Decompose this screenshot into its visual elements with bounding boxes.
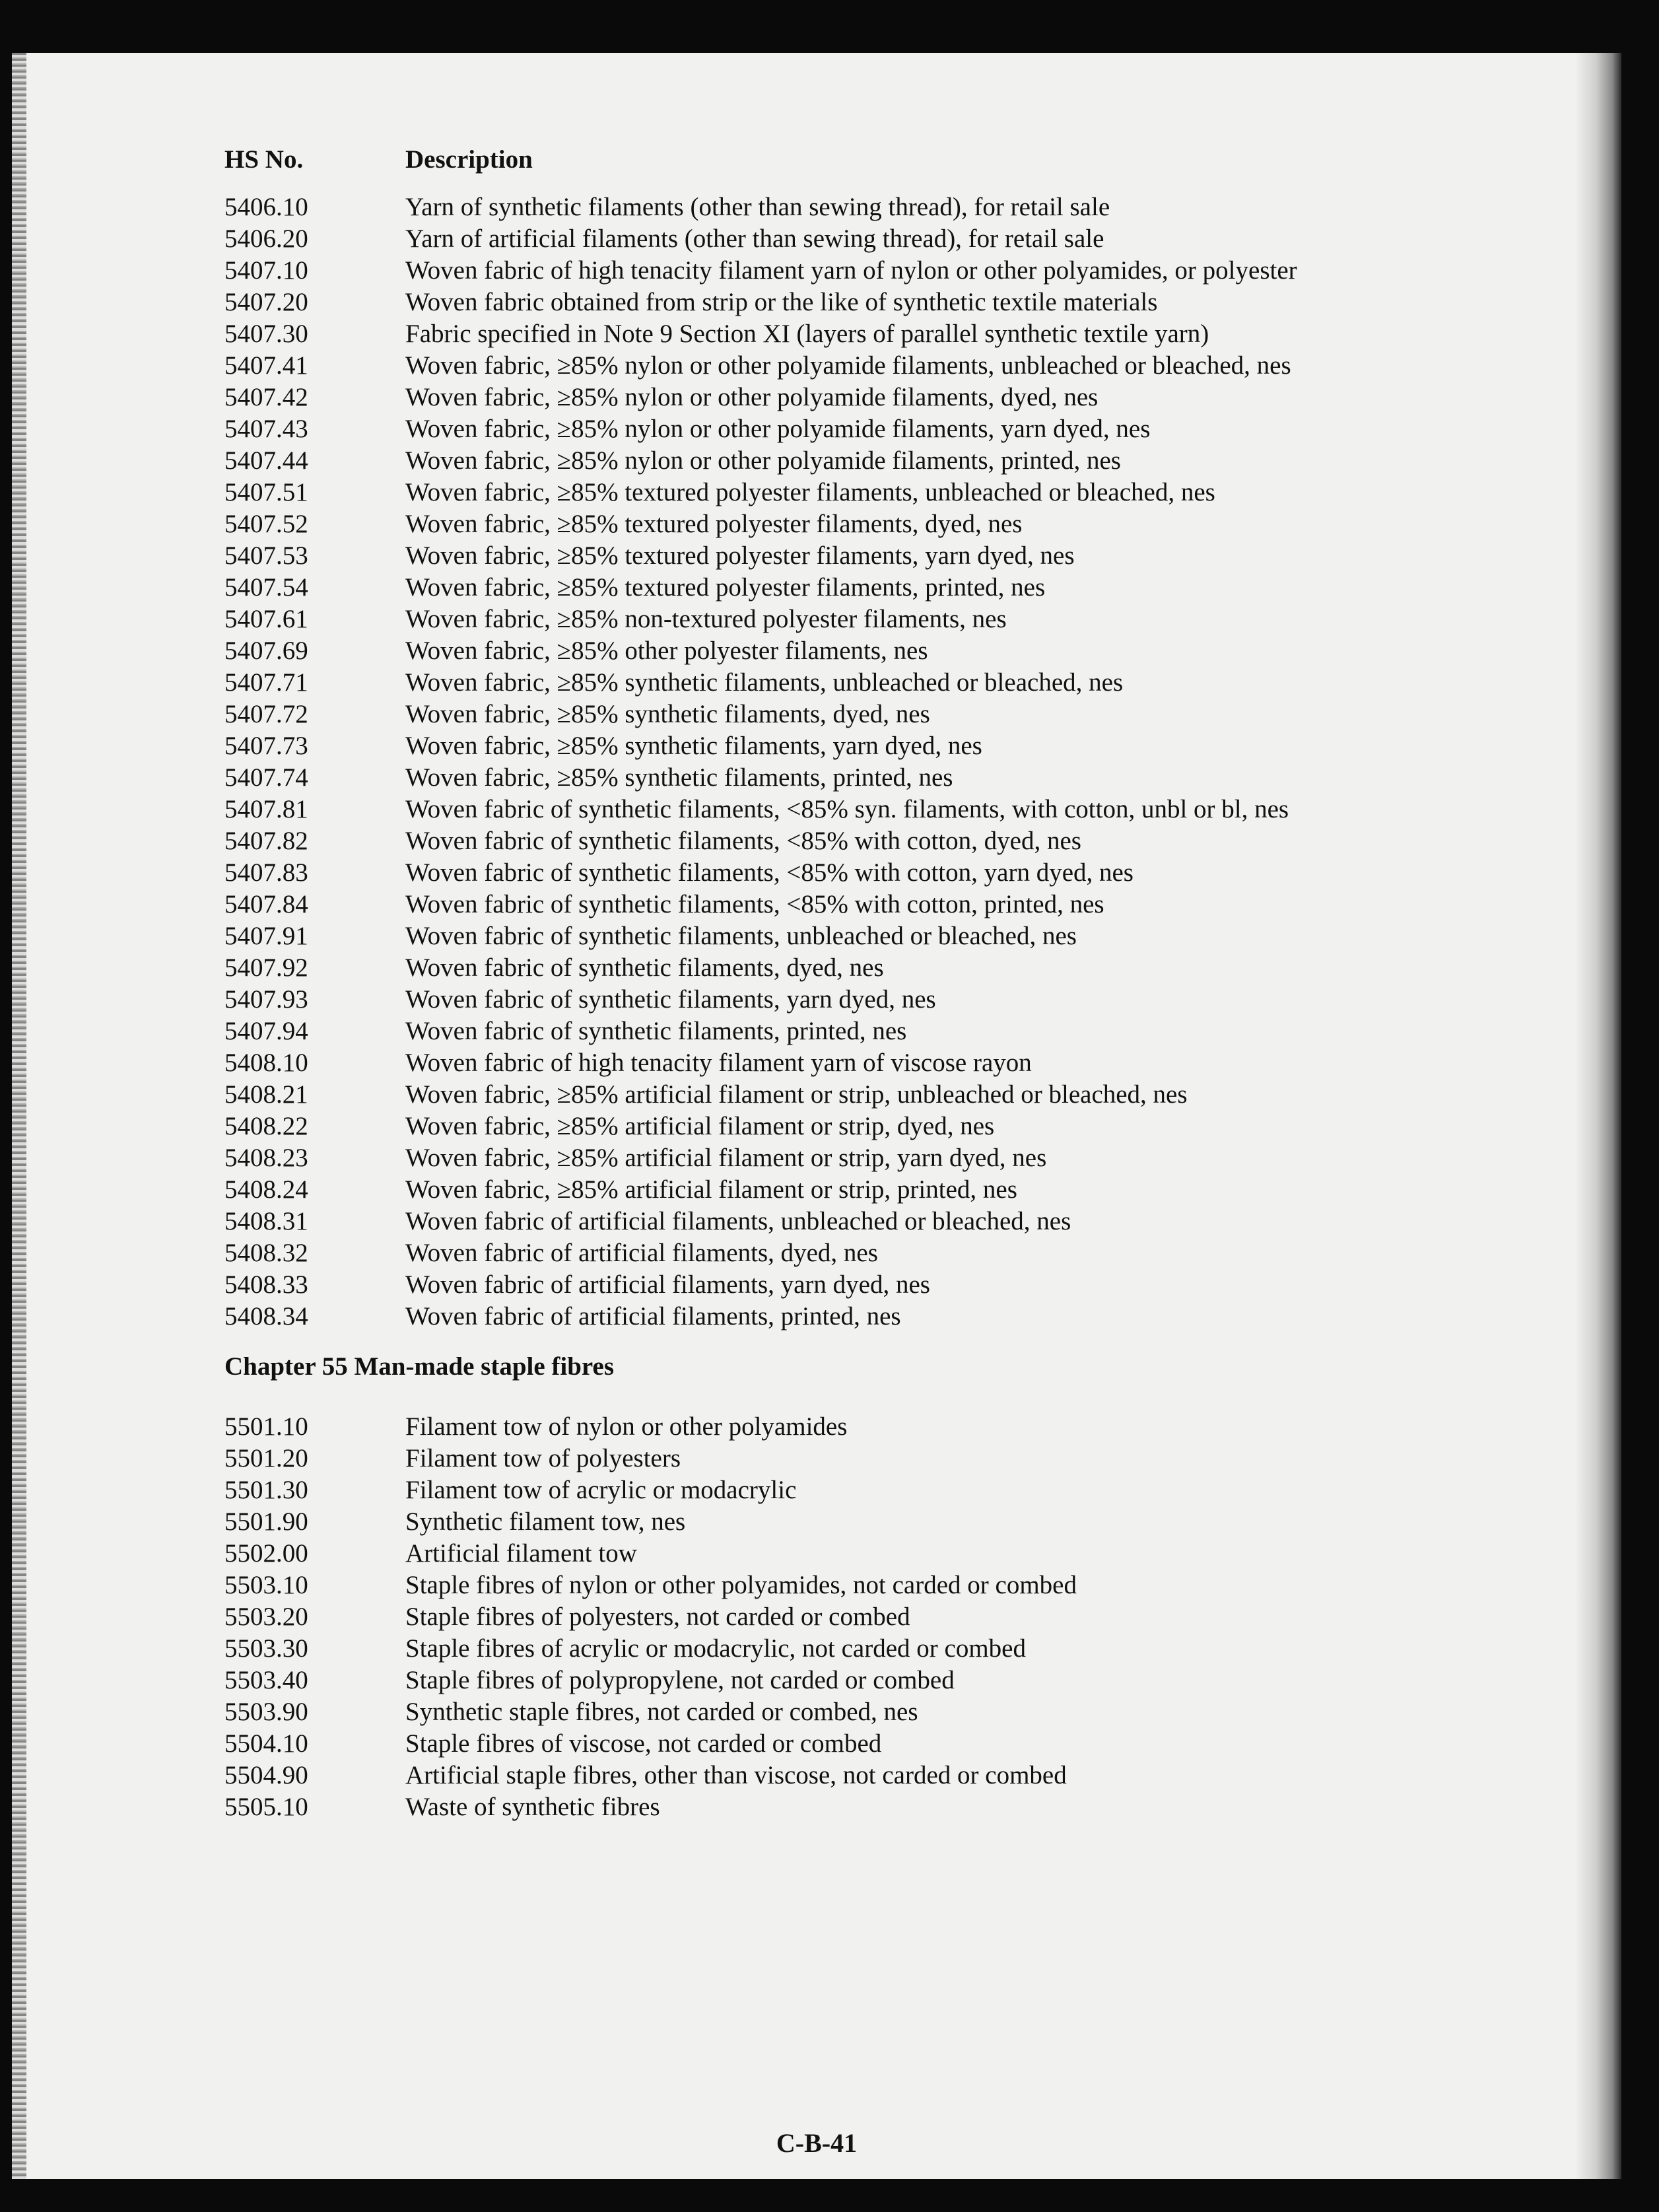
hs-code: 5503.30 — [224, 1634, 308, 1663]
row-description: Woven fabric of synthetic filaments, <85% with cotton, printed, nes — [405, 890, 1104, 918]
row-description: Woven fabric, ≥85% synthetic filaments, unbleached or bleached, nes — [405, 668, 1124, 697]
hs-code: 5503.10 — [224, 1571, 308, 1599]
row-description: Woven fabric, ≥85% synthetic filaments, yarn dyed, nes — [405, 732, 982, 760]
hs-code: 5407.42 — [224, 383, 308, 411]
row-description: Staple fibres of polypropylene, not carded or combed — [405, 1666, 955, 1694]
row-description: Woven fabric, ≥85% artificial filament or strip, yarn dyed, nes — [405, 1144, 1047, 1172]
table-row — [224, 857, 1532, 889]
row-description: Filament tow of nylon or other polyamides — [405, 1412, 848, 1441]
hs-code: 5407.93 — [224, 985, 308, 1014]
page-left-edge — [12, 53, 26, 2179]
hs-code: 5407.51 — [224, 478, 308, 506]
hs-code: 5408.21 — [224, 1080, 308, 1109]
table-row — [224, 1728, 1532, 1760]
row-description: Woven fabric of synthetic filaments, dyed, nes — [405, 953, 884, 982]
chapter-54-list — [224, 191, 1532, 1332]
hs-code: 5407.72 — [224, 700, 308, 728]
hs-code: 5408.32 — [224, 1239, 308, 1267]
hs-code: 5407.74 — [224, 763, 308, 792]
hs-code: 5407.73 — [224, 732, 308, 760]
hs-code: 5407.82 — [224, 827, 308, 855]
row-description: Yarn of artificial filaments (other than sewing thread), for retail sale — [405, 225, 1104, 253]
hs-code: 5407.43 — [224, 415, 308, 443]
hs-code: 5407.94 — [224, 1017, 308, 1045]
table-row — [224, 1301, 1532, 1332]
row-description: Woven fabric of artificial filaments, printed, nes — [405, 1302, 901, 1331]
hs-code: 5408.34 — [224, 1302, 308, 1331]
hs-code: 5501.90 — [224, 1507, 308, 1536]
scanned-page — [12, 53, 1621, 2179]
page-right-edge — [1575, 53, 1621, 2179]
document-body — [224, 144, 1532, 1823]
table-row — [224, 1791, 1532, 1823]
row-description: Woven fabric, ≥85% nylon or other polyamide filaments, dyed, nes — [405, 383, 1099, 411]
table-row — [224, 191, 1532, 223]
table-row — [224, 1443, 1532, 1474]
hs-code: 5406.10 — [224, 193, 308, 221]
row-description: Artificial filament tow — [405, 1539, 637, 1568]
table-row — [224, 667, 1532, 699]
hs-code: 5406.20 — [224, 225, 308, 253]
table-row — [224, 1760, 1532, 1791]
table-row — [224, 572, 1532, 604]
row-description: Woven fabric, ≥85% artificial filament or strip, dyed, nes — [405, 1112, 995, 1140]
chapter-heading: Chapter 55 Man-made staple fibres — [224, 1352, 615, 1381]
row-description: Woven fabric, ≥85% textured polyester filaments, yarn dyed, nes — [405, 541, 1075, 570]
table-row — [224, 1601, 1532, 1633]
table-row — [224, 382, 1532, 413]
row-description: Woven fabric, ≥85% synthetic filaments, printed, nes — [405, 763, 953, 792]
hs-code: 5501.20 — [224, 1444, 308, 1472]
table-row — [224, 445, 1532, 477]
table-row — [224, 1633, 1532, 1665]
row-description: Filament tow of acrylic or modacrylic — [405, 1476, 797, 1504]
table-row — [224, 604, 1532, 635]
table-row — [224, 825, 1532, 857]
hs-code: 5407.71 — [224, 668, 308, 697]
hs-code: 5408.33 — [224, 1270, 308, 1299]
row-description: Woven fabric obtained from strip or the like of synthetic textile materials — [405, 288, 1158, 316]
hs-code: 5504.90 — [224, 1761, 308, 1789]
row-description: Woven fabric of synthetic filaments, <85% with cotton, yarn dyed, nes — [405, 858, 1134, 887]
table-row — [224, 635, 1532, 667]
table-row — [224, 794, 1532, 825]
row-description: Woven fabric of synthetic filaments, printed, nes — [405, 1017, 907, 1045]
table-row — [224, 1174, 1532, 1206]
table-row — [224, 1411, 1532, 1443]
table-row — [224, 1538, 1532, 1570]
table-row — [224, 1047, 1532, 1079]
table-row — [224, 287, 1532, 318]
row-description: Synthetic staple fibres, not carded or combed, nes — [405, 1698, 918, 1726]
row-description: Artificial staple fibres, other than viscose, not carded or combed — [405, 1761, 1067, 1789]
table-row — [224, 255, 1532, 287]
hs-code: 5407.10 — [224, 256, 308, 285]
table-row — [224, 699, 1532, 730]
row-description: Woven fabric of artificial filaments, yarn dyed, nes — [405, 1270, 930, 1299]
hs-code: 5408.31 — [224, 1207, 308, 1235]
hs-code: 5505.10 — [224, 1793, 308, 1821]
table-row — [224, 889, 1532, 920]
table-row — [224, 1474, 1532, 1506]
table-row — [224, 223, 1532, 255]
hs-code: 5407.84 — [224, 890, 308, 918]
row-description: Woven fabric of synthetic filaments, unbleached or bleached, nes — [405, 922, 1077, 950]
row-description: Staple fibres of nylon or other polyamides, not carded or combed — [405, 1571, 1077, 1599]
row-description: Staple fibres of polyesters, not carded or combed — [405, 1603, 910, 1631]
hs-code: 5503.20 — [224, 1603, 308, 1631]
table-row — [224, 984, 1532, 1016]
row-description: Woven fabric, ≥85% artificial filament or strip, unbleached or bleached, nes — [405, 1080, 1188, 1109]
hs-code: 5501.10 — [224, 1412, 308, 1441]
row-description: Woven fabric of high tenacity filament yarn of viscose rayon — [405, 1049, 1032, 1077]
table-row — [224, 1111, 1532, 1142]
row-description: Woven fabric, ≥85% nylon or other polyamide filaments, unbleached or bleached, nes — [405, 351, 1291, 380]
page-number: C-B-41 — [776, 2128, 858, 2158]
row-description: Woven fabric, ≥85% other polyester filaments, nes — [405, 637, 928, 665]
row-description: Woven fabric, ≥85% synthetic filaments, dyed, nes — [405, 700, 930, 728]
table-row — [224, 1206, 1532, 1237]
row-description: Waste of synthetic fibres — [405, 1793, 660, 1821]
row-description: Woven fabric of artificial filaments, dyed, nes — [405, 1239, 878, 1267]
hs-code: 5408.10 — [224, 1049, 308, 1077]
row-description: Woven fabric of high tenacity filament yarn of nylon or other polyamides, or polyester — [405, 256, 1297, 285]
hs-code: 5501.30 — [224, 1476, 308, 1504]
table-row — [224, 413, 1532, 445]
row-description: Fabric specified in Note 9 Section XI (layers of parallel synthetic textile yarn) — [405, 320, 1209, 348]
hs-code: 5408.23 — [224, 1144, 308, 1172]
hs-code: 5407.30 — [224, 320, 308, 348]
row-description: Woven fabric, ≥85% nylon or other polyamide filaments, printed, nes — [405, 446, 1121, 475]
table-row — [224, 350, 1532, 382]
table-row — [224, 508, 1532, 540]
row-description: Woven fabric, ≥85% nylon or other polyamide filaments, yarn dyed, nes — [405, 415, 1151, 443]
table-row — [224, 1696, 1532, 1728]
row-description: Woven fabric, ≥85% textured polyester filaments, dyed, nes — [405, 510, 1023, 538]
hs-code: 5407.54 — [224, 573, 308, 602]
hs-code: 5407.20 — [224, 288, 308, 316]
row-description: Woven fabric, ≥85% textured polyester filaments, unbleached or bleached, nes — [405, 478, 1215, 506]
row-description: Woven fabric of synthetic filaments, <85% with cotton, dyed, nes — [405, 827, 1081, 855]
table-row — [224, 1506, 1532, 1538]
hs-code: 5408.24 — [224, 1175, 308, 1204]
table-row — [224, 762, 1532, 794]
table-header — [224, 144, 1532, 176]
table-row — [224, 540, 1532, 572]
row-description: Woven fabric of synthetic filaments, <85% syn. filaments, with cotton, unbl or bl, nes — [405, 795, 1289, 823]
table-row — [224, 920, 1532, 952]
hs-code: 5407.53 — [224, 541, 308, 570]
table-row — [224, 1016, 1532, 1047]
hs-code: 5407.69 — [224, 637, 308, 665]
hs-code: 5407.52 — [224, 510, 308, 538]
hs-code: 5407.91 — [224, 922, 308, 950]
row-description: Staple fibres of viscose, not carded or combed — [405, 1729, 882, 1758]
row-description: Synthetic filament tow, nes — [405, 1507, 686, 1536]
hs-code: 5407.61 — [224, 605, 308, 633]
row-description: Filament tow of polyesters — [405, 1444, 681, 1472]
row-description: Yarn of synthetic filaments (other than sewing thread), for retail sale — [405, 193, 1110, 221]
hs-code: 5407.83 — [224, 858, 308, 887]
row-description: Staple fibres of acrylic or modacrylic, not carded or combed — [405, 1634, 1026, 1663]
row-description: Woven fabric, ≥85% artificial filament or strip, printed, nes — [405, 1175, 1017, 1204]
table-row — [224, 318, 1532, 350]
table-row — [224, 730, 1532, 762]
hs-code: 5407.44 — [224, 446, 308, 475]
hs-code: 5504.10 — [224, 1729, 308, 1758]
hs-code: 5408.22 — [224, 1112, 308, 1140]
row-description: Woven fabric, ≥85% textured polyester filaments, printed, nes — [405, 573, 1046, 602]
row-description: Woven fabric, ≥85% non-textured polyester filaments, nes — [405, 605, 1007, 633]
hs-code: 5407.41 — [224, 351, 308, 380]
table-row — [224, 1269, 1532, 1301]
table-row — [224, 1665, 1532, 1696]
table-row — [224, 1237, 1532, 1269]
table-row — [224, 1079, 1532, 1111]
table-row — [224, 477, 1532, 508]
table-row — [224, 952, 1532, 984]
hs-code: 5502.00 — [224, 1539, 308, 1568]
row-description: Woven fabric of artificial filaments, unbleached or bleached, nes — [405, 1207, 1071, 1235]
row-description: Woven fabric of synthetic filaments, yarn dyed, nes — [405, 985, 936, 1014]
table-row — [224, 1142, 1532, 1174]
hs-code: 5407.92 — [224, 953, 308, 982]
description-header: Description — [405, 145, 533, 174]
hs-code: 5407.81 — [224, 795, 308, 823]
hs-number-header: HS No. — [224, 145, 304, 174]
table-row — [224, 1570, 1532, 1601]
hs-code: 5503.40 — [224, 1666, 308, 1694]
chapter-55-list — [224, 1411, 1532, 1823]
hs-code: 5503.90 — [224, 1698, 308, 1726]
